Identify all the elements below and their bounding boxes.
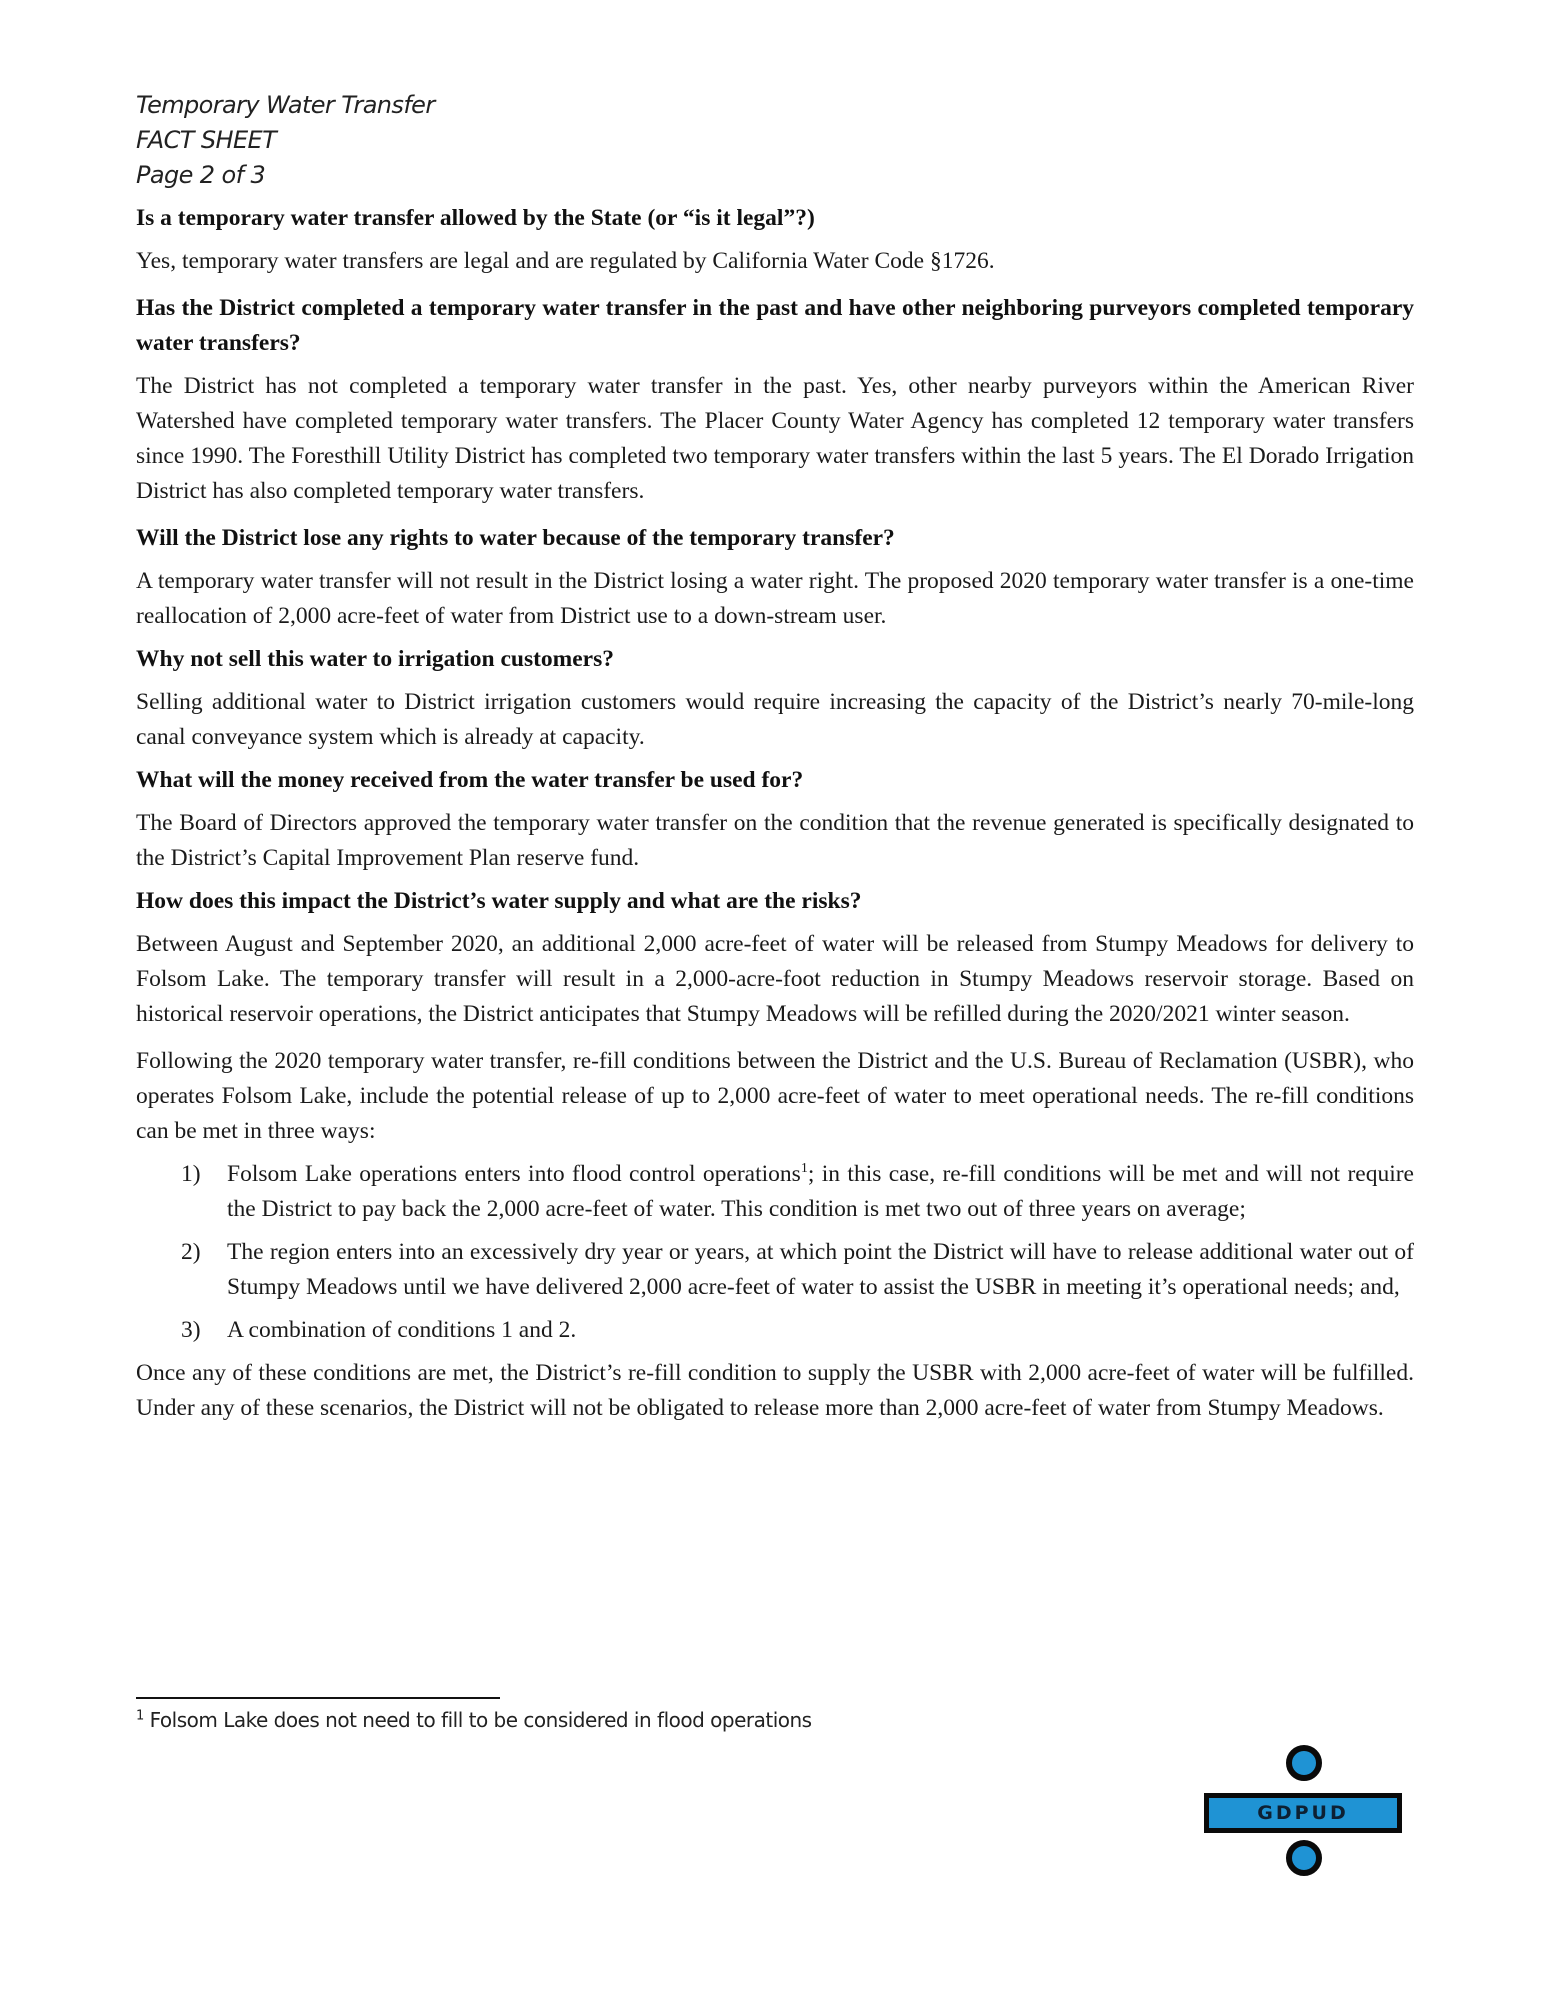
question-money-use: What will the money received from the water transfer be used for? — [136, 767, 804, 793]
answer-irrigation: Selling additional water to District irrigation customers would require increasing the capacity of the District’s nearly 70-mile-long canal conveyance system which is already at capacity. — [136, 689, 1414, 750]
question-water-rights: Will the District lose any rights to water because of the temporary transfer? — [136, 525, 895, 551]
answer-legality: Yes, temporary water transfers are legal and are regulated by California Water Code §1726. — [136, 248, 995, 274]
list-number: 2) — [181, 1239, 201, 1265]
document-page — [136, 88, 1414, 1426]
answer-money-use: The Board of Directors approved the temporary water transfer on the condition that the revenue generated is specifically designated to the District’s Capital Improvement Plan reserve fund. — [136, 810, 1414, 871]
question-legality: Is a temporary water transfer allowed by the State (or “is it legal”?) — [136, 205, 815, 231]
answer-supply-risks: Between August and September 2020, an additional 2,000 acre-feet of water will be released from Stumpy Meadows for delivery to Folsom Lake. The temporary transfer will result in a 2,000-acre-foot reduction in Stumpy Meadows reservoir storage. Based on historical reservoir operations, the District anticipates that Stumpy Meadows will be refilled during the 2020/2021 winter season. — [136, 931, 1414, 1027]
header-subtitle: FACT SHEET — [136, 126, 277, 154]
closing-paragraph: Once any of these conditions are met, the District’s re-fill condition to supply the USBR with 2,000 acre-feet of water will be fulfilled. Under any of these scenarios, the District will not be obligated to release more than 2,000 acre-feet of water from Stumpy Meadows. — [136, 1360, 1414, 1421]
question-irrigation: Why not sell this water to irrigation customers? — [136, 646, 614, 672]
refill-conditions-list — [136, 1157, 1414, 1348]
header-title: Temporary Water Transfer — [136, 91, 435, 119]
gdpud-logo — [1204, 1745, 1404, 1875]
question-supply-risks: How does this impact the District’s water supply and what are the risks? — [136, 888, 862, 914]
answer-refill-conditions: Following the 2020 temporary water transfer, re-fill conditions between the District and the U.S. Bureau of Reclamation (USBR), who operates Folsom Lake, include the potential release of up to 2,000 acre-feet of water to meet operational needs. The re-fill conditions can be met in three ways: — [136, 1048, 1414, 1144]
document-header — [136, 88, 1414, 193]
logo-text: GDPUD — [1257, 1802, 1349, 1824]
header-page-number: Page 2 of 3 — [136, 161, 266, 189]
footnote-divider — [136, 1697, 500, 1699]
logo-bar — [1204, 1793, 1402, 1833]
list-number: 1) — [181, 1161, 201, 1187]
logo-circle-icon — [1286, 1745, 1322, 1781]
answer-water-rights: A temporary water transfer will not result in the District losing a water right. The proposed 2020 temporary water transfer is a one-time reallocation of 2,000 acre-feet of water from District use to a down-stream user. — [136, 568, 1414, 629]
list-item: 2) The region enters into an excessively dry year or years, at which point the District will have to release additional water out of Stumpy Meadows until we have delivered 2,000 acre-feet of water to assist the USBR in meeting it’s operational needs; and, — [136, 1235, 1414, 1305]
answer-past-transfers: The District has not completed a temporary water transfer in the past. Yes, other nearby purveyors within the American River Watershed have completed temporary water transfers. The Placer County Water Agency has completed 12 temporary water transfers since 1990. The Foresthill Utility District has completed two temporary water transfers within the last 5 years. The El Dorado Irrigation District has also completed temporary water transfers. — [136, 373, 1414, 504]
footnote — [136, 1708, 812, 1732]
footnote-reference[interactable]: 1 — [800, 1161, 808, 1177]
list-item: 1) Folsom Lake operations enters into flood control operations$^1$; in this case, re-fill conditions will be met and will not require the District to pay back the 2,000 acre-feet of water. This condition is met two out of three years on average; — [136, 1157, 1414, 1227]
list-item: 3) A combination of conditions 1 and 2. — [136, 1313, 1414, 1348]
list-number: 3) — [181, 1317, 201, 1343]
question-past-transfers: Has the District completed a temporary water transfer in the past and have other neighboring purveyors completed temporary water transfers? — [136, 295, 1414, 356]
footnote-marker: 1 — [136, 1708, 144, 1724]
logo-circle-icon — [1286, 1840, 1322, 1876]
footnote-text: Folsom Lake does not need to fill to be considered in flood operations — [143, 1708, 812, 1732]
